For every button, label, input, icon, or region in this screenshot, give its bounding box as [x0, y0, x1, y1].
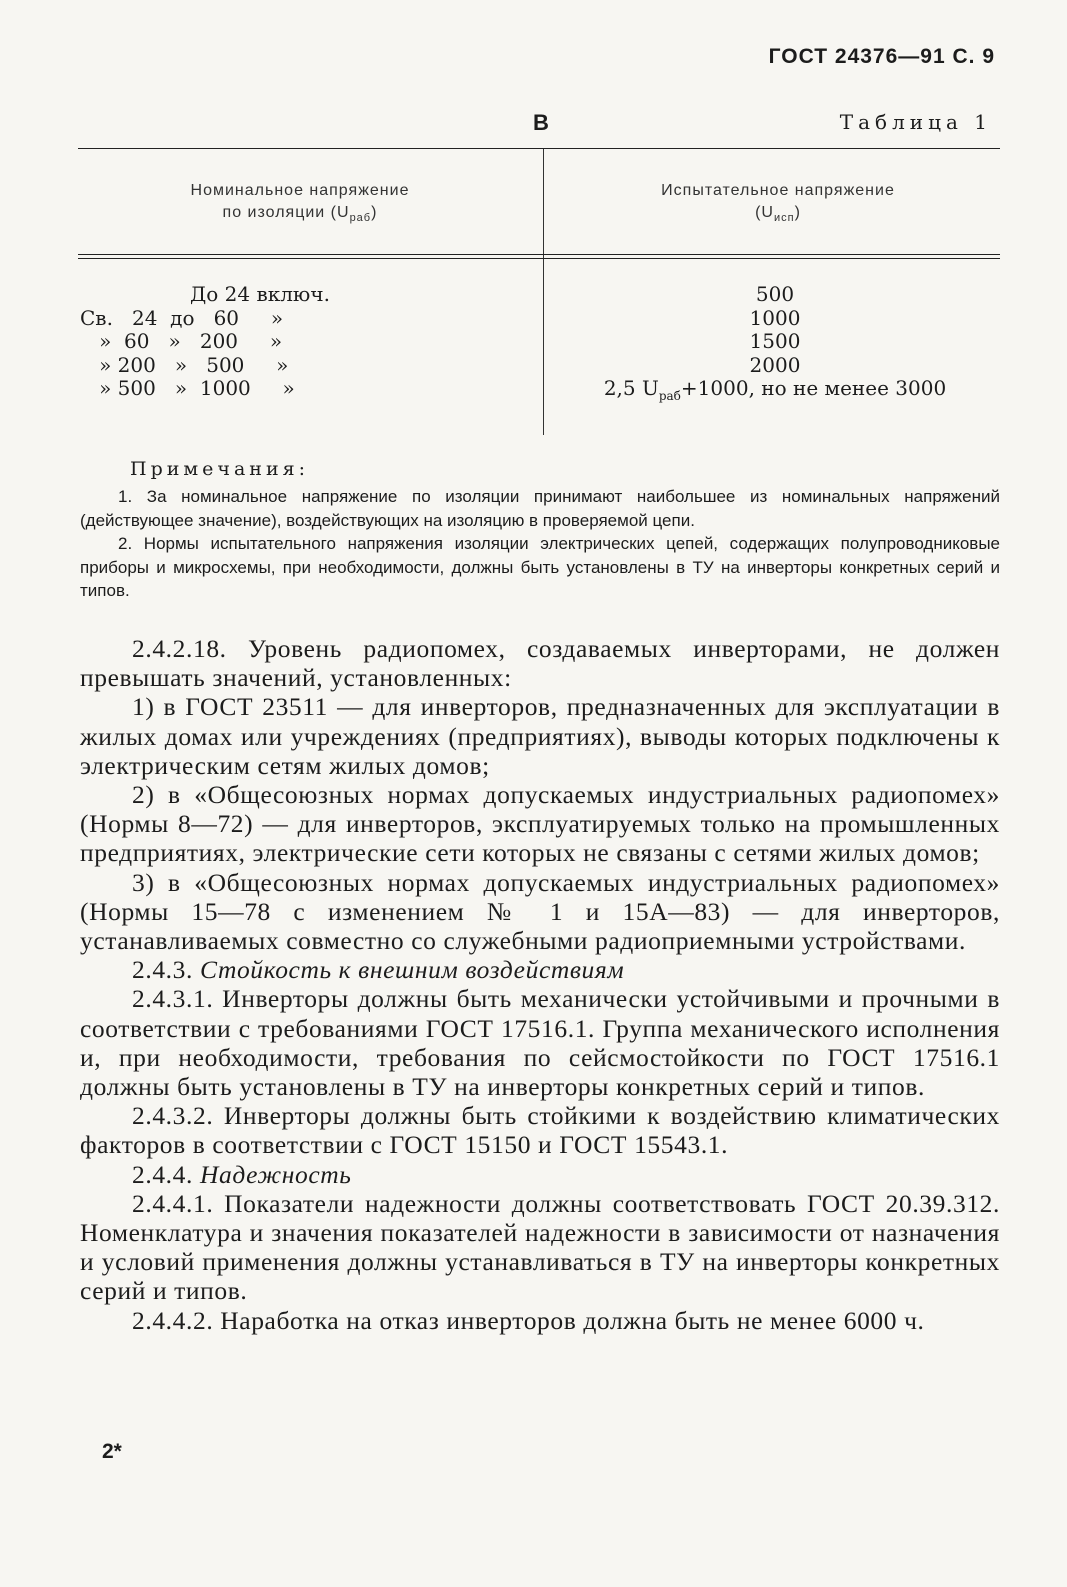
section-heading-2-4-3: 2.4.3. Стойкость к внешним воздействиям	[132, 955, 625, 985]
note-item: 2. Нормы испытательного напряжения изоляции электрических цепей, содержащих полупроводниковые приборы и микросхемы, при необходимости, должны быть установлены в ТУ на инверторы конкретных серий и типов.	[80, 534, 1000, 600]
table-cell: До 24 включ.	[190, 282, 330, 306]
notes-title: Примечания:	[130, 458, 310, 480]
page-footer-mark: 2*	[102, 1440, 122, 1463]
table-cell: 500	[755, 282, 795, 306]
paragraph: 2) в «Общесоюзных нормах допускаемых индустриальных радиопомех» (Нормы 8—72) — для инверторов, эксплуатируемых только на промышленных предприятиях, электрические сети которых не связаны с сетями жилых домов;	[80, 780, 1000, 868]
notes-block	[80, 485, 1000, 603]
paragraph: 2.4.3.2. Инверторы должны быть стойкими к воздействию климатических факторов в соответствии с ГОСТ 15150 и ГОСТ 15543.1.	[80, 1101, 1000, 1160]
paragraph: 3) в «Общесоюзных нормах допускаемых индустриальных радиопомех» (Нормы 15—78 с изменением № 1 и 15А—83) — для инверторов, устанавливаемых совместно со служебными радиоприемными устройствами.	[80, 867, 1000, 956]
paragraph: 2.4.4.2. Наработка на отказ инверторов должна быть не менее 6000 ч.	[132, 1305, 925, 1335]
table-top-rule	[78, 148, 1000, 149]
paragraph: 2.4.2.18. Уровень радиопомех, создаваемых инверторами, не должен превышать значений, установленных:	[80, 634, 1000, 693]
table-cell: » 60 » 200 »	[80, 329, 283, 353]
table-header-test-voltage: Испытательное напряжение $(U_{исп})$	[661, 182, 895, 225]
table-letter: В	[533, 110, 549, 135]
table-cell: 2000	[749, 352, 801, 377]
table-cell: » 200 » 500 »	[80, 352, 289, 377]
paragraph: 2.4.3.1. Инверторы должны быть механически устойчивыми и прочными в соответствии с требованиями ГОСТ 17516.1. Группа механического исполнения и, при необходимости, требования по сейсмостойкости по ГОСТ 17516.1 должны быть установлены в ТУ на инверторы конкретных серий и типов.	[80, 984, 1000, 1102]
table-test-voltage-column	[560, 283, 990, 401]
paragraph: 1) в ГОСТ 23511 — для инверторов, предназначенных для эксплуатации в жилых домах или учреждениях (предприятиях), выводы которых подключены к электрическим сетям жилых домов;	[80, 692, 1000, 780]
table-cell: 2,5 $U_{раб}+1000$, но не менее 3000	[603, 376, 947, 403]
table-header-rated-voltage: Номинальное напряжение по изоляции $(U_{раб})$	[190, 182, 410, 225]
table-cell: 1500	[749, 329, 801, 353]
note-item: 1. За номинальное напряжение по изоляции принимают наибольшее из номинальных напряжений (действующее значение), воздействующих на изоляцию в проверяемой цепи.	[80, 487, 1000, 530]
body-text	[80, 634, 1000, 1335]
table-rated-voltage-column	[80, 283, 520, 401]
paragraph: 2.4.4.1. Показатели надежности должны соответствовать ГОСТ 20.39.312. Номенклатура и значения показателей надежности в зависимости от назначения и условий применения должны устанавливаться в ТУ на инверторы конкретных серий и типов.	[80, 1188, 1000, 1306]
table-cell: 1000	[749, 305, 801, 330]
section-heading-2-4-4: 2.4.4. Надежность	[132, 1159, 352, 1189]
table-column-divider	[543, 149, 544, 435]
table-cell: Св. 24 до 60 »	[80, 305, 284, 330]
table-caption: Таблица 1	[839, 110, 992, 134]
page-header: ГОСТ 24376—91 С. 9	[768, 45, 995, 68]
table-header-rule	[78, 254, 1000, 259]
table-cell: » 500 » 1000 »	[80, 376, 295, 400]
